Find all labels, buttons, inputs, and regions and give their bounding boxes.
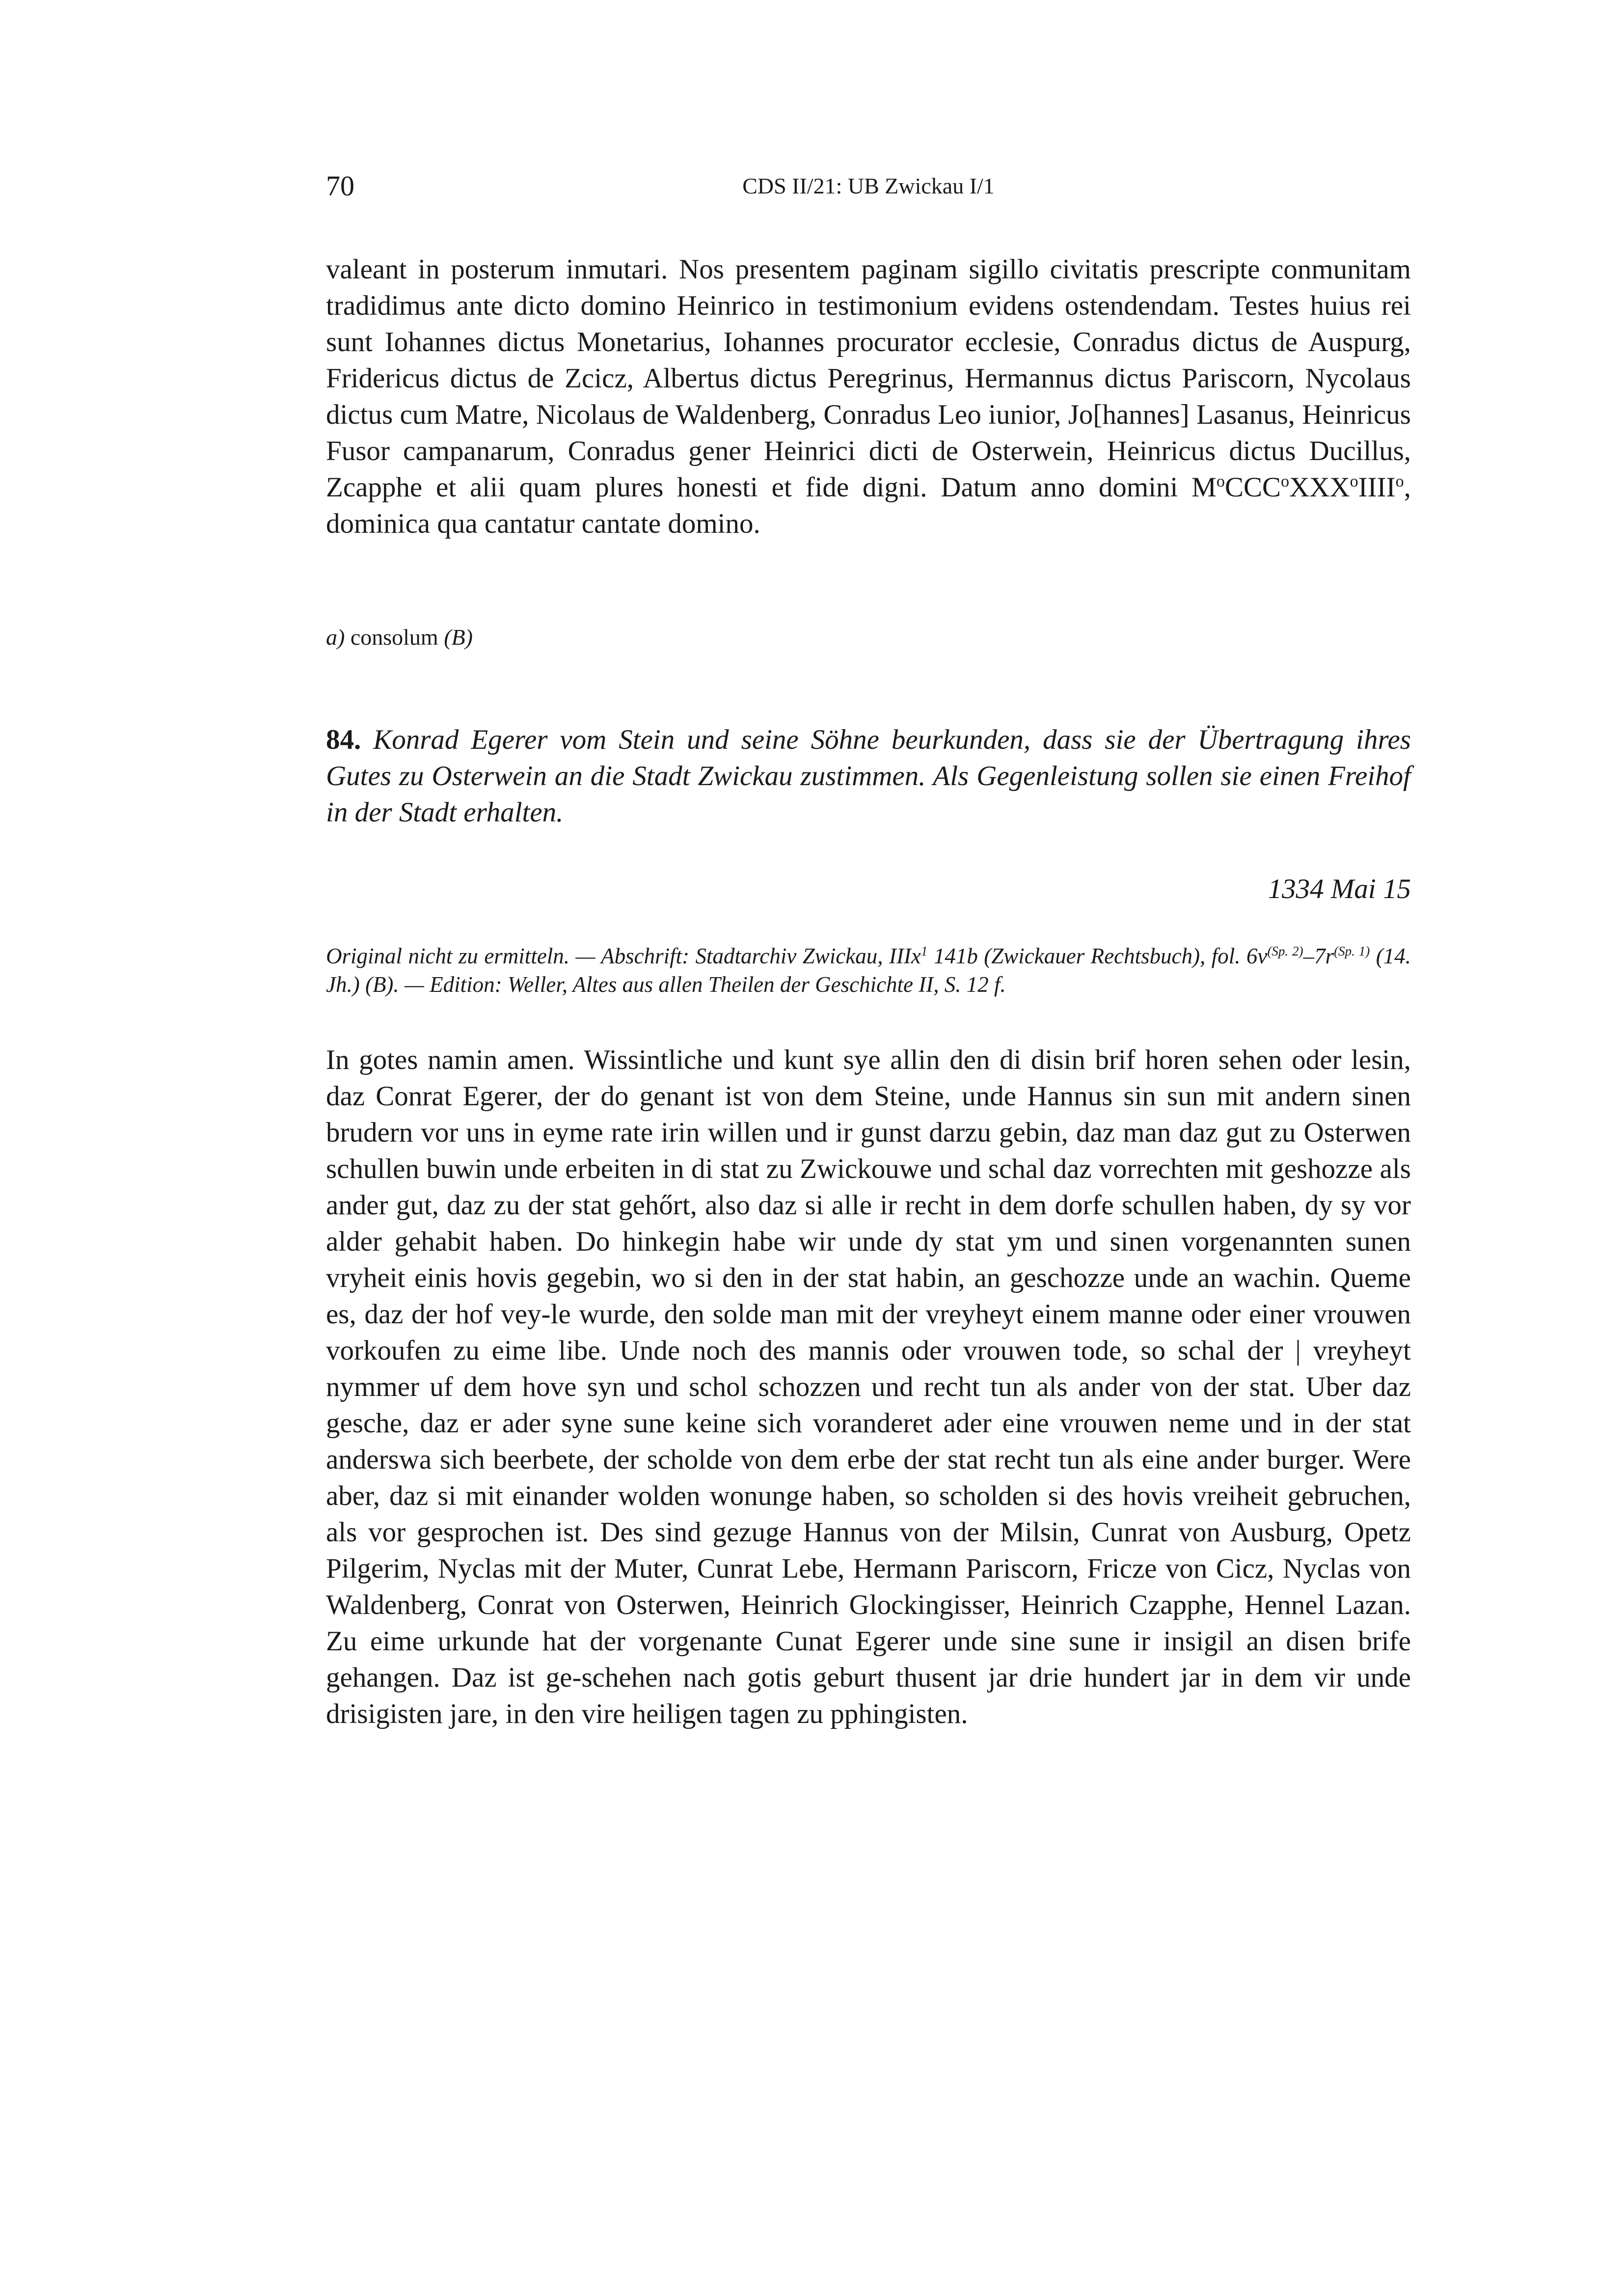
continuation-section [326,251,1411,542]
source-part-3: –7r [1303,944,1334,968]
date-sup-2: o [1281,472,1290,491]
date-sup-1: o [1216,472,1225,491]
running-header: CDS II/21: UB Zwickau I/1 [742,173,995,198]
date-sup-4: o [1395,472,1404,491]
footnote-marker: a) [326,625,345,650]
footnote-word: consolum [350,625,438,650]
source-note [326,942,1411,999]
date-roman-2: XXX [1289,472,1350,503]
date-line: 1334 Mai 15 [1268,874,1411,904]
document-number: 84. [326,724,361,755]
page-number: 70 [326,170,354,202]
source-part-2: 141b (Zwickauer Rechtsbuch), fol. 6v [927,944,1268,968]
footnote-siglum: (B) [444,625,473,650]
source-part-4: (14. Jh.) (B). — Edition: Weller, Altes aus allen Theilen der Geschichte II, S. 12 f. [326,944,1411,997]
document-date [326,871,1411,907]
source-sup-2: (Sp. 2) [1267,944,1303,958]
source-sup-3: (Sp. 1) [1334,944,1370,958]
document-text-section [326,1042,1411,1732]
document-regest [326,722,1411,831]
regest-text: Konrad Egerer vom Stein und seine Söhne beurkunden, dass sie der Übertragung ihres Gutes zu Osterwein an die Stadt Zwickau zustimmen. Als Gegenleistung sollen sie einen Freihof in der Stadt erhalten. [326,724,1411,828]
continuation-text: valeant in posterum inmutari. Nos presentem paginam sigillo civitatis prescripte conmunitam tradidimus ante dicto domino Heinrico in testimonium evidens ostendendam. Testes huius rei sunt Iohannes dictus Monetarius, Iohannes procurator ecclesie, Conradus dictus de Auspurg, Fridericus dictus de Zcicz, Albertus dictus Peregrinus, Hermannus dictus Pariscorn, Nycolaus dictus cum Matre, Nicolaus de Waldenberg, Conradus Leo iunior, Jo[hannes] Lasanus, Heinricus Fusor campanarum, Conradus gener Heinrici dicti de Osterwein, Heinricus dictus Ducillus, Zcapphe et alii quam plures honesti et fide digni. Datum anno domini M [326,254,1411,503]
source-sup-1: 1 [920,944,928,958]
date-sup-3: o [1350,472,1358,491]
date-roman-3: IIII [1358,472,1396,503]
document-text: In gotes namin amen. Wissintliche und kunt sye allin den di disin brif horen sehen oder lesin, daz Conrat Egerer, der do genant ist von dem Steine, unde Hannus sin sun mit andern sinen brudern vor uns in eyme rate irin willen und ir gunst darzu gebin, daz man daz gut zu Osterwen schullen buwin unde erbeiten in di stat zu Zwickouwe und schal daz vorrechten mit geshozze als ander gut, daz zu der stat gehőrt, also daz si alle ir recht in dem dorfe schullen haben, dy sy vor alder gehabit haben. Do hinkegin habe wir unde dy stat ym und sinen vorgenannten sunen vryheit einis hovis gegebin, wo si den in der stat habin, an geschozze unde an wachin. Queme es, daz der hof vey-le wurde, den solde man mit der vreyheyt einem manne oder einer vrouwen vorkoufen zu eime libe. Unde noch des mannis oder vrouwen tode, so schal der | vreyheyt nymmer uf dem hove syn und schol schozzen und recht tun als ander von der stat. Uber daz gesche, daz er ader syne sune keine sich voranderet ader eine vrouwen neme und in der stat anderswa sich beerbete, der scholde von dem erbe der stat recht tun als eine ander burger. Were aber, daz si mit einander wolden wonunge haben, so scholden si des hovis vreiheit gebruchen, als vor gesprochen ist. Des sind gezuge Hannus von der Milsin, Cunrat von Ausburg, Opetz Pilgerim, Nyclas mit der Muter, Cunrat Lebe, Hermann Pariscorn, Fricze von Cicz, Nyclas von Waldenberg, Conrat von Osterwen, Heinrich Glockingisser, Heinrich Czapphe, Hennel Lazan. Zu eime urkunde hat der vorgenante Cunat Egerer unde sine sune ir insigil an disen brife gehangen. Daz ist ge-schehen nach gotis geburt thusent jar drie hundert jar in dem vir unde drisigisten jare, in den vire heiligen tagen zu pphingisten. [326,1044,1411,1729]
footnote-a [326,623,1411,652]
date-roman-1: CCC [1224,472,1281,503]
continuation-paragraph [326,251,1411,542]
source-part-1: Original nicht zu ermitteln. — Abschrift: Stadtarchiv Zwickau, IIIx [326,944,921,968]
continuation-ending: , dominica qua cantatur cantate domino. [326,472,1411,539]
